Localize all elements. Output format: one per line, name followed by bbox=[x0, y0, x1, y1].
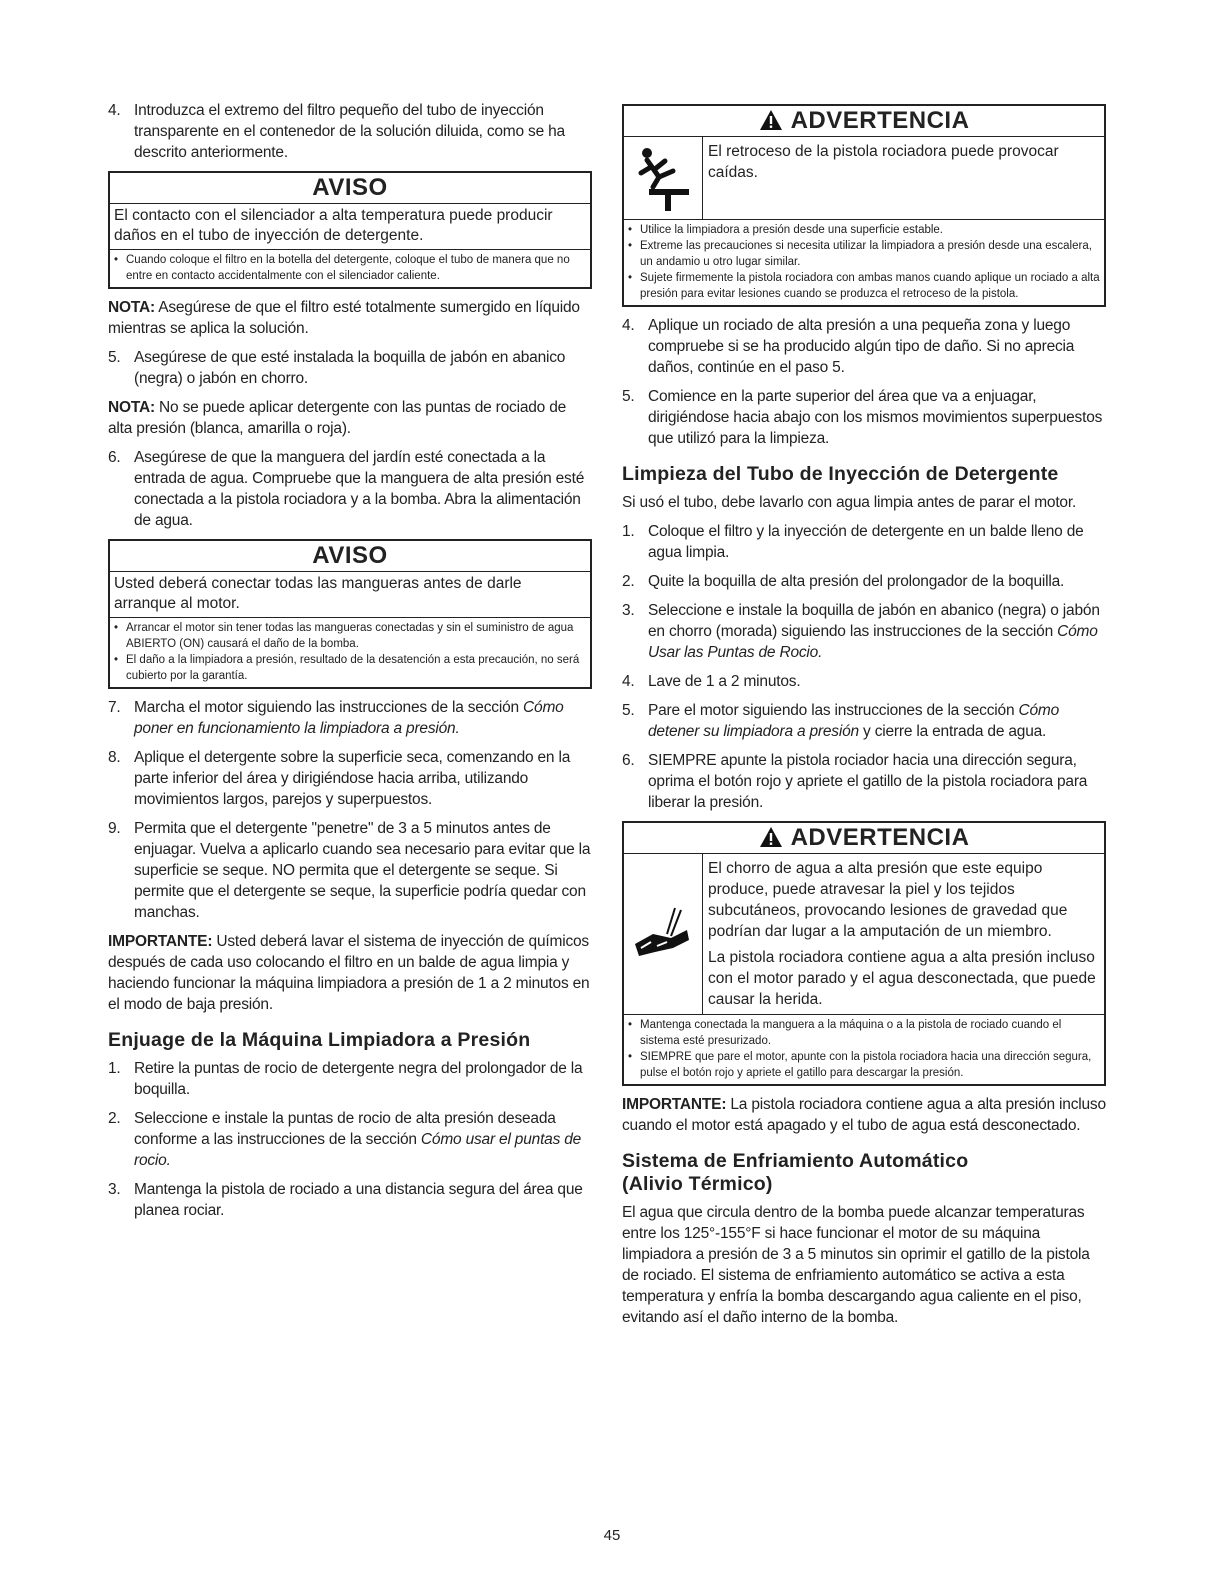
clean-step: 4. Lave de 1 a 2 minutos. bbox=[622, 673, 801, 690]
importante-2: IMPORTANTE: La pistola rociadora contiene agua a alta presión incluso cuando el motor está apagado y el tubo de agua está desconectado. bbox=[622, 1096, 1106, 1134]
step-7: 7. Marcha el motor siguiendo las instrucciones de la sección Cómo poner en funcionamiento la limpiadora a presión. bbox=[108, 699, 564, 737]
aviso-box-2 bbox=[108, 539, 592, 689]
step-8: 8. Aplique el detergente sobre la superficie seca, comenzando en la parte inferior del área y dirigiéndose hacia arriba, utilizando movimientos largos, parejos y superpuestos. bbox=[108, 749, 571, 808]
step-9: 9. Permita que el detergente "penetre" de 3 a 5 minutos antes de enjuagar. Vuelva a aplicarlo cuando sea necesario para evitar que la superficie se seque. NO permita que el detergente se seque. Si permite que el detergente se seque, la superficie podría quedar con manchas. bbox=[108, 820, 591, 921]
advertencia-bullets bbox=[624, 220, 1104, 305]
aviso-message: El contacto con el silenciador a alta temperatura puede producir daños en el tubo de inyección de detergente. bbox=[110, 204, 590, 250]
bullet-item: • SIEMPRE que pare el motor, apunte con la pistola rociadora hacia una dirección segura, pulse el botón rojo y apriete el gatillo para descargar la presión. bbox=[628, 1051, 1092, 1079]
aviso-bullets bbox=[110, 250, 590, 287]
aviso-box-1 bbox=[108, 171, 592, 289]
slip-fall-icon bbox=[624, 137, 703, 219]
bullet-item: • Sujete firmemente la pistola rociadora con ambas manos cuando aplique un rociado a alta presión para evitar lesiones cuando se produzca el retroceso de la pistola. bbox=[628, 272, 1100, 300]
step-4: 4. Introduzca el extremo del filtro pequeño del tubo de inyección transparente en el contenedor de la solución diluida, como se ha descrito anteriormente. bbox=[108, 102, 565, 161]
rinse-step: 3. Mantenga la pistola de rociado a una distancia segura del área que planea rociar. bbox=[108, 1181, 583, 1219]
bullet-item: • Utilice la limpiadora a presión desde una superficie estable. bbox=[628, 224, 944, 236]
nota-1: NOTA: Asegúrese de que el filtro esté totalmente sumergido en líquido mientras se aplica la solución. bbox=[108, 299, 580, 337]
bullet-item: • Arrancar el motor sin tener todas las mangueras conectadas y sin el suministro de agua ABIERTO (ON) causará el daño de la bomba. bbox=[114, 622, 574, 650]
warning-triangle-icon bbox=[759, 826, 783, 848]
rinse-step: 1. Retire la puntas de rocio de detergente negra del prolongador de la boquilla. bbox=[108, 1060, 583, 1098]
section-heading-clean: Limpieza del Tubo de Inyección de Detergente bbox=[622, 463, 1059, 485]
bullet-item: • Cuando coloque el filtro en la botella del detergente, coloque el tubo de manera que no entre en contacto accidentalmente con el silenciador caliente. bbox=[114, 254, 570, 282]
bullet-item: • El daño a la limpiadora a presión, resultado de la desatención a esta precaución, no será cubierto por la garantía. bbox=[114, 654, 580, 682]
aviso-bullets bbox=[110, 618, 590, 687]
bullet-item: • Extreme las precauciones si necesita utilizar la limpiadora a presión desde una escalera, un andamio u otro lugar similar. bbox=[628, 240, 1092, 268]
advertencia-bullets bbox=[624, 1015, 1104, 1084]
advertencia-box-2 bbox=[622, 821, 1106, 1086]
page-number: 45 bbox=[603, 1527, 621, 1544]
clean-step: 5. Pare el motor siguiendo las instrucciones de la sección Cómo detener su limpiadora a presión y cierre la entrada de agua. bbox=[622, 702, 1060, 740]
nota-2: NOTA: No se puede aplicar detergente con las puntas de rociado de alta presión (blanca, amarilla o roja). bbox=[108, 399, 567, 437]
advertencia-message: El chorro de agua a alta presión que este equipo produce, puede atravesar la piel y los tejidos subcutáneos, provocando lesiones de gravedad que podrían dar lugar a la amputación de un miembro. bbox=[708, 860, 1068, 940]
clean-step: 3. Seleccione e instale la boquilla de jabón en abanico (negra) o jabón en chorro (morada) siguiendo las instrucciones de la sección Cómo Usar las Puntas de Rocio. bbox=[622, 602, 1100, 661]
advertencia-message: El retroceso de la pistola rociadora puede provocar caídas. bbox=[708, 143, 1059, 181]
intro-paragraph: Si usó el tubo, debe lavarlo con agua limpia antes de parar el motor. bbox=[622, 494, 1077, 511]
bullet-item: • Mantenga conectada la manguera a la máquina o a la pistola de rociado cuando el sistema esté presurizado. bbox=[628, 1019, 1062, 1047]
step-5: 5. Asegúrese de que esté instalada la boquilla de jabón en abanico (negra) o jabón en chorro. bbox=[108, 349, 566, 387]
rinse-step: 4. Aplique un rociado de alta presión a una pequeña zona y luego compruebe si se ha producido algún tipo de daño. Si no aprecia daños, continúe en el paso 5. bbox=[622, 317, 1075, 376]
rinse-step: 2. Seleccione e instale la puntas de rocio de alta presión deseada conforme a las instrucciones de la sección Cómo usar el puntas de rocio. bbox=[108, 1110, 582, 1169]
advertencia-box-1 bbox=[622, 104, 1106, 307]
section-heading-rinse: Enjuage de la Máquina Limpiadora a Presión bbox=[108, 1029, 531, 1051]
injection-hazard-icon bbox=[624, 854, 703, 1014]
advertencia-title: ADVERTENCIA bbox=[624, 106, 1104, 137]
importante-1: IMPORTANTE: Usted deberá lavar el sistema de inyección de químicos después de cada uso colocando el filtro en un balde de agua limpia y haciendo funcionar la máquina limpiadora a presión de 1 a 2 minutos en el modo de baja presión. bbox=[108, 933, 590, 1013]
aviso-message: Usted deberá conectar todas las mangueras antes de darle arranque al motor. bbox=[110, 572, 590, 618]
rinse-step: 5. Comience en la parte superior del área que va a enjuagar, dirigiéndose hacia abajo con los mismos movimientos superpuestos que utilizó para la limpieza. bbox=[622, 388, 1103, 447]
left-column bbox=[108, 100, 592, 1229]
clean-step: 2. Quite la boquilla de alta presión del prolongador de la boquilla. bbox=[622, 573, 1065, 590]
aviso-title: AVISO bbox=[110, 541, 590, 572]
section-heading-cooling: Sistema de Enfriamiento Automático (Alivio Térmico) bbox=[622, 1150, 969, 1195]
aviso-title: AVISO bbox=[110, 173, 590, 204]
right-column bbox=[622, 100, 1106, 1328]
clean-step: 1. Coloque el filtro y la inyección de detergente en un balde lleno de agua limpia. bbox=[622, 523, 1084, 561]
warning-triangle-icon bbox=[759, 109, 783, 131]
step-6: 6. Asegúrese de que la manguera del jardín esté conectada a la entrada de agua. Compruebe que la manguera de alta presión esté conectada a la pistola rociadora y a la bomba. Abra la alimentación de agua. bbox=[108, 449, 585, 529]
clean-step: 6. SIEMPRE apunte la pistola rociador hacia una dirección segura, oprima el botón rojo y apriete el gatillo de la pistola rociadora para liberar la presión. bbox=[622, 752, 1088, 811]
advertencia-title: ADVERTENCIA bbox=[624, 823, 1104, 854]
advertencia-message: La pistola rociadora contiene agua a alta presión incluso con el motor parado y el agua desconectada, que puede causar la herida. bbox=[708, 949, 1096, 1008]
cooling-paragraph: El agua que circula dentro de la bomba puede alcanzar temperaturas entre los 125°-155°F si hace funcionar el motor de su máquina limpiadora a presión de 3 a 5 minutos sin oprimir el gatillo de la pistola de rociado. El sistema de enfriamiento automático se activa a esta temperatura y enfría la bomba descargando agua caliente en el piso, evitando así el daño interno de la bomba. bbox=[622, 1204, 1090, 1326]
